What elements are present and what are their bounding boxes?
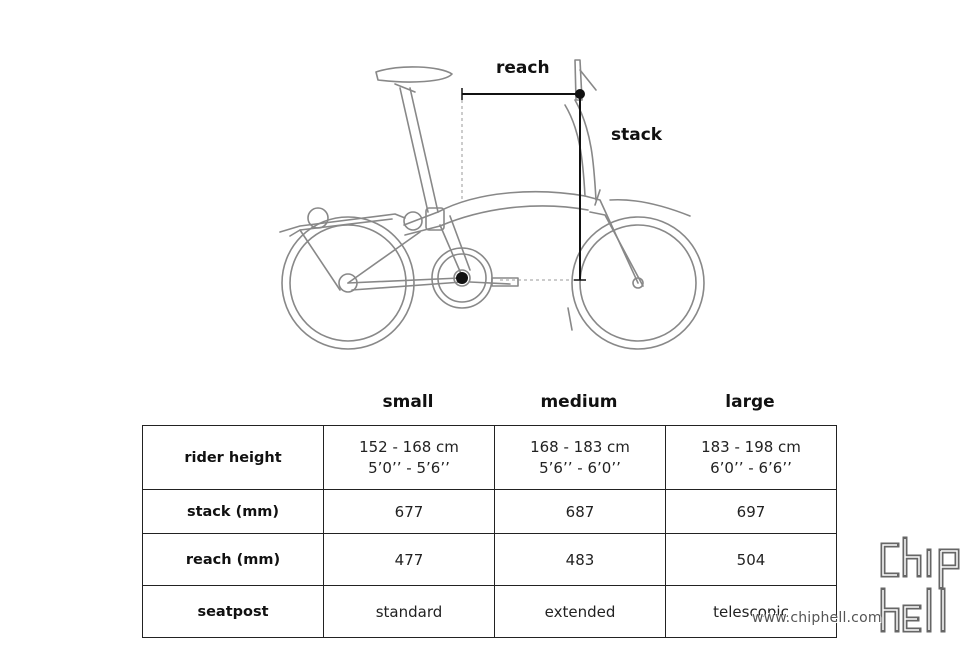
cell-stack-large: 697 [666,490,837,534]
row-label-rider-height: rider height [143,426,324,490]
row-label-reach: reach (mm) [143,534,324,586]
cell-seatpost-small: standard [324,586,495,638]
geometry-table [142,425,837,638]
cell-imperial: 5’6’’ - 6’0’’ [539,458,621,477]
row-label-seatpost: seatpost [143,586,324,638]
cell-metric: 152 - 168 cm [359,437,459,456]
geometry-measurements [456,88,586,284]
cell-reach-large: 504 [666,534,837,586]
chiphell-logo-watermark [875,535,970,640]
cell-imperial: 5’0’’ - 5’6’’ [368,458,450,477]
table-row [143,586,837,638]
table-row [143,426,837,490]
cell-seatpost-medium: extended [495,586,666,638]
cell-rider-height-medium [495,426,666,490]
frame [348,192,588,290]
stack-label: stack [611,125,663,145]
size-header-medium: medium [540,392,618,412]
cell-imperial: 6’0’’ - 6’6’’ [710,458,792,477]
cell-seatpost-large: telescopic [666,586,837,638]
cell-metric: 183 - 198 cm [701,437,801,456]
size-header-small: small [382,392,434,412]
watermark-url: www.chiphell.com [752,610,882,626]
cell-rider-height-large [666,426,837,490]
cell-stack-small: 677 [324,490,495,534]
cell-stack-medium: 687 [495,490,666,534]
seatpost [376,67,452,212]
reach-label: reach [496,58,550,78]
row-label-stack: stack (mm) [143,490,324,534]
cell-rider-height-small [324,426,495,490]
table-row [143,534,837,586]
cell-metric: 168 - 183 cm [530,437,630,456]
table-row [143,490,837,534]
size-header-large: large [725,392,775,412]
cell-reach-medium: 483 [495,534,666,586]
cell-reach-small: 477 [324,534,495,586]
